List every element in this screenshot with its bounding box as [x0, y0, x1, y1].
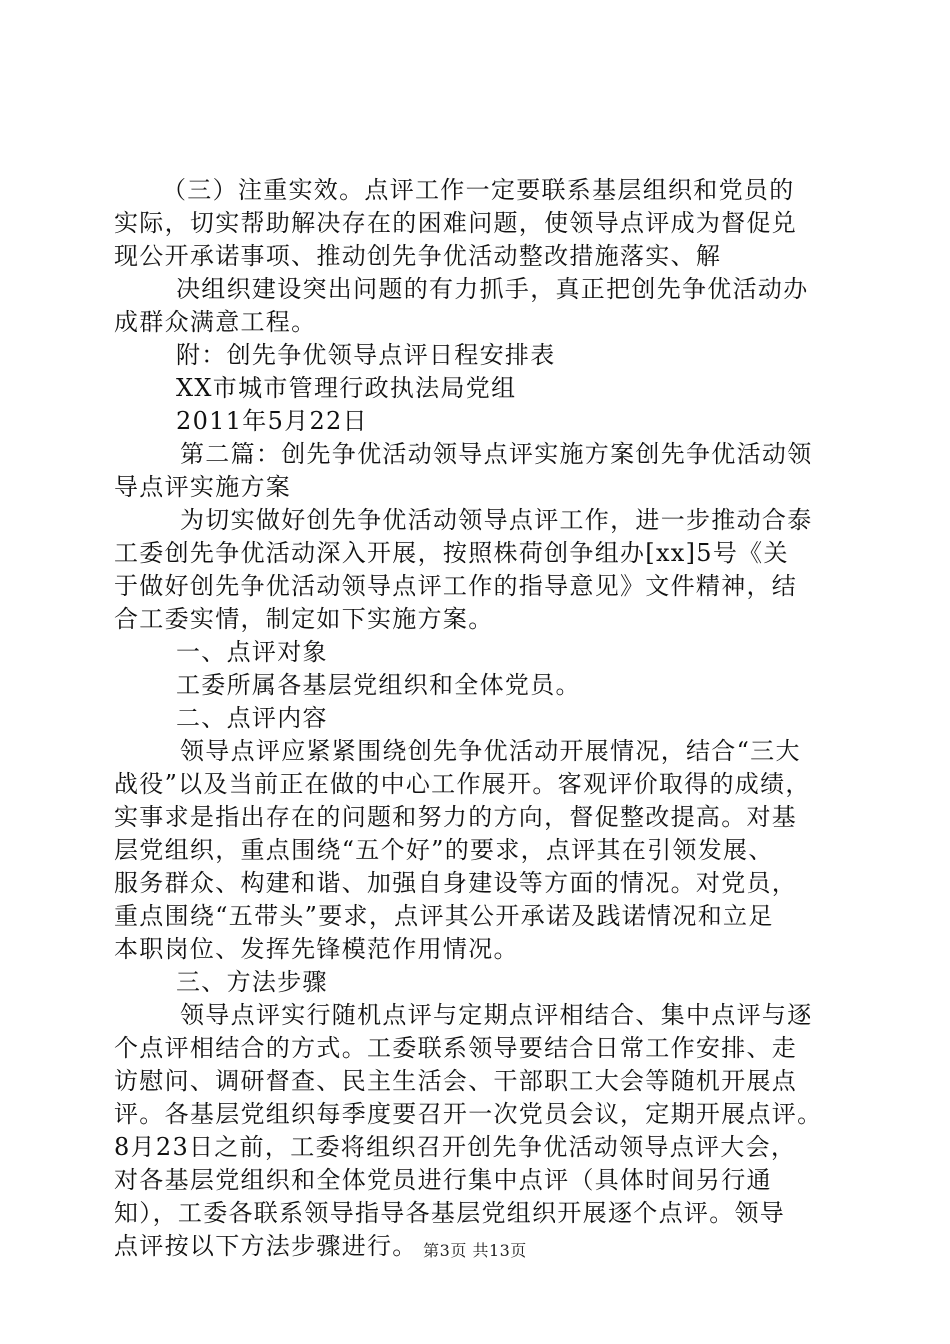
paragraph-line: 访慰问、调研督查、民主生活会、干部职工大会等随机开展点 — [114, 1067, 798, 1095]
paragraph-line: 个点评相结合的方式。工委联系领导要结合日常工作安排、走 — [114, 1034, 798, 1062]
signature-organization: XX市城市管理行政执法局党组 — [176, 374, 517, 402]
paragraph-line: 服务群众、构建和谐、加强自身建设等方面的情况。对党员， — [114, 869, 798, 897]
paragraph-line: 领导点评应紧紧围绕创先争优活动开展情况，结合“三大 — [180, 737, 801, 765]
paragraph-line: 决组织建设突出问题的有力抓手，真正把创先争优活动办 — [176, 275, 809, 303]
subsection-heading: 一、点评对象 — [176, 638, 328, 666]
attachment-line: 附：创先争优领导点评日程安排表 — [176, 341, 556, 369]
paragraph-line: 8月23日之前，工委将组织召开创先争优活动领导点评大会， — [114, 1133, 797, 1161]
paragraph-line: 于做好创先争优活动领导点评工作的指导意见》文件精神，结 — [114, 572, 798, 600]
paragraph-line: 战役”以及当前正在做的中心工作展开。客观评价取得的成绩， — [114, 770, 811, 798]
paragraph-line: 成群众满意工程。 — [114, 308, 317, 336]
paragraph-line: 为切实做好创先争优活动领导点评工作，进一步推动合泰 — [180, 506, 813, 534]
paragraph-line: 领导点评实行随机点评与定期点评相结合、集中点评与逐 — [180, 1001, 813, 1029]
section-heading: 导点评实施方案 — [114, 473, 292, 501]
paragraph-line: 合工委实情，制定如下实施方案。 — [114, 605, 494, 633]
paragraph-line: 评。各基层党组织每季度要召开一次党员会议，定期开展点评。 — [114, 1100, 823, 1128]
paragraph-line: 点评按以下方法步骤进行。 — [114, 1232, 418, 1260]
paragraph-line: 层党组织，重点围绕“五个好”的要求，点评其在引领发展、 — [114, 836, 774, 864]
paragraph-line: 工委所属各基层党组织和全体党员。 — [176, 671, 581, 699]
paragraph-line: 知），工委各联系领导指导各基层党组织开展逐个点评。领导 — [114, 1199, 786, 1227]
page-number-footer: 第3页 共13页 — [423, 1241, 527, 1260]
paragraph-line: （三）注重实效。点评工作一定要联系基层组织和党员的 — [162, 176, 795, 204]
subsection-heading: 二、点评内容 — [176, 704, 328, 732]
paragraph-line: 实际，切实帮助解决存在的困难问题，使领导点评成为督促兑 — [114, 209, 798, 237]
section-heading: 第二篇：创先争优活动领导点评实施方案创先争优活动领 — [180, 440, 813, 468]
subsection-heading: 三、方法步骤 — [176, 968, 328, 996]
paragraph-line: 实事求是指出存在的问题和努力的方向，督促整改提高。对基 — [114, 803, 798, 831]
paragraph-line: 工委创先争优活动深入开展，按照株荷创争组办[xx]5号《关 — [114, 539, 789, 567]
signature-date: 2011年5月22日 — [176, 407, 368, 435]
paragraph-line: 现公开承诺事项、推动创先争优活动整改措施落实、解 — [114, 242, 722, 270]
document-body — [114, 174, 854, 1263]
paragraph-line: 本职岗位、发挥先锋模范作用情况。 — [114, 935, 519, 963]
paragraph-line: 对各基层党组织和全体党员进行集中点评（具体时间另行通 — [114, 1166, 772, 1194]
paragraph-line: 重点围绕“五带头”要求，点评其公开承诺及践诺情况和立足 — [114, 902, 774, 930]
